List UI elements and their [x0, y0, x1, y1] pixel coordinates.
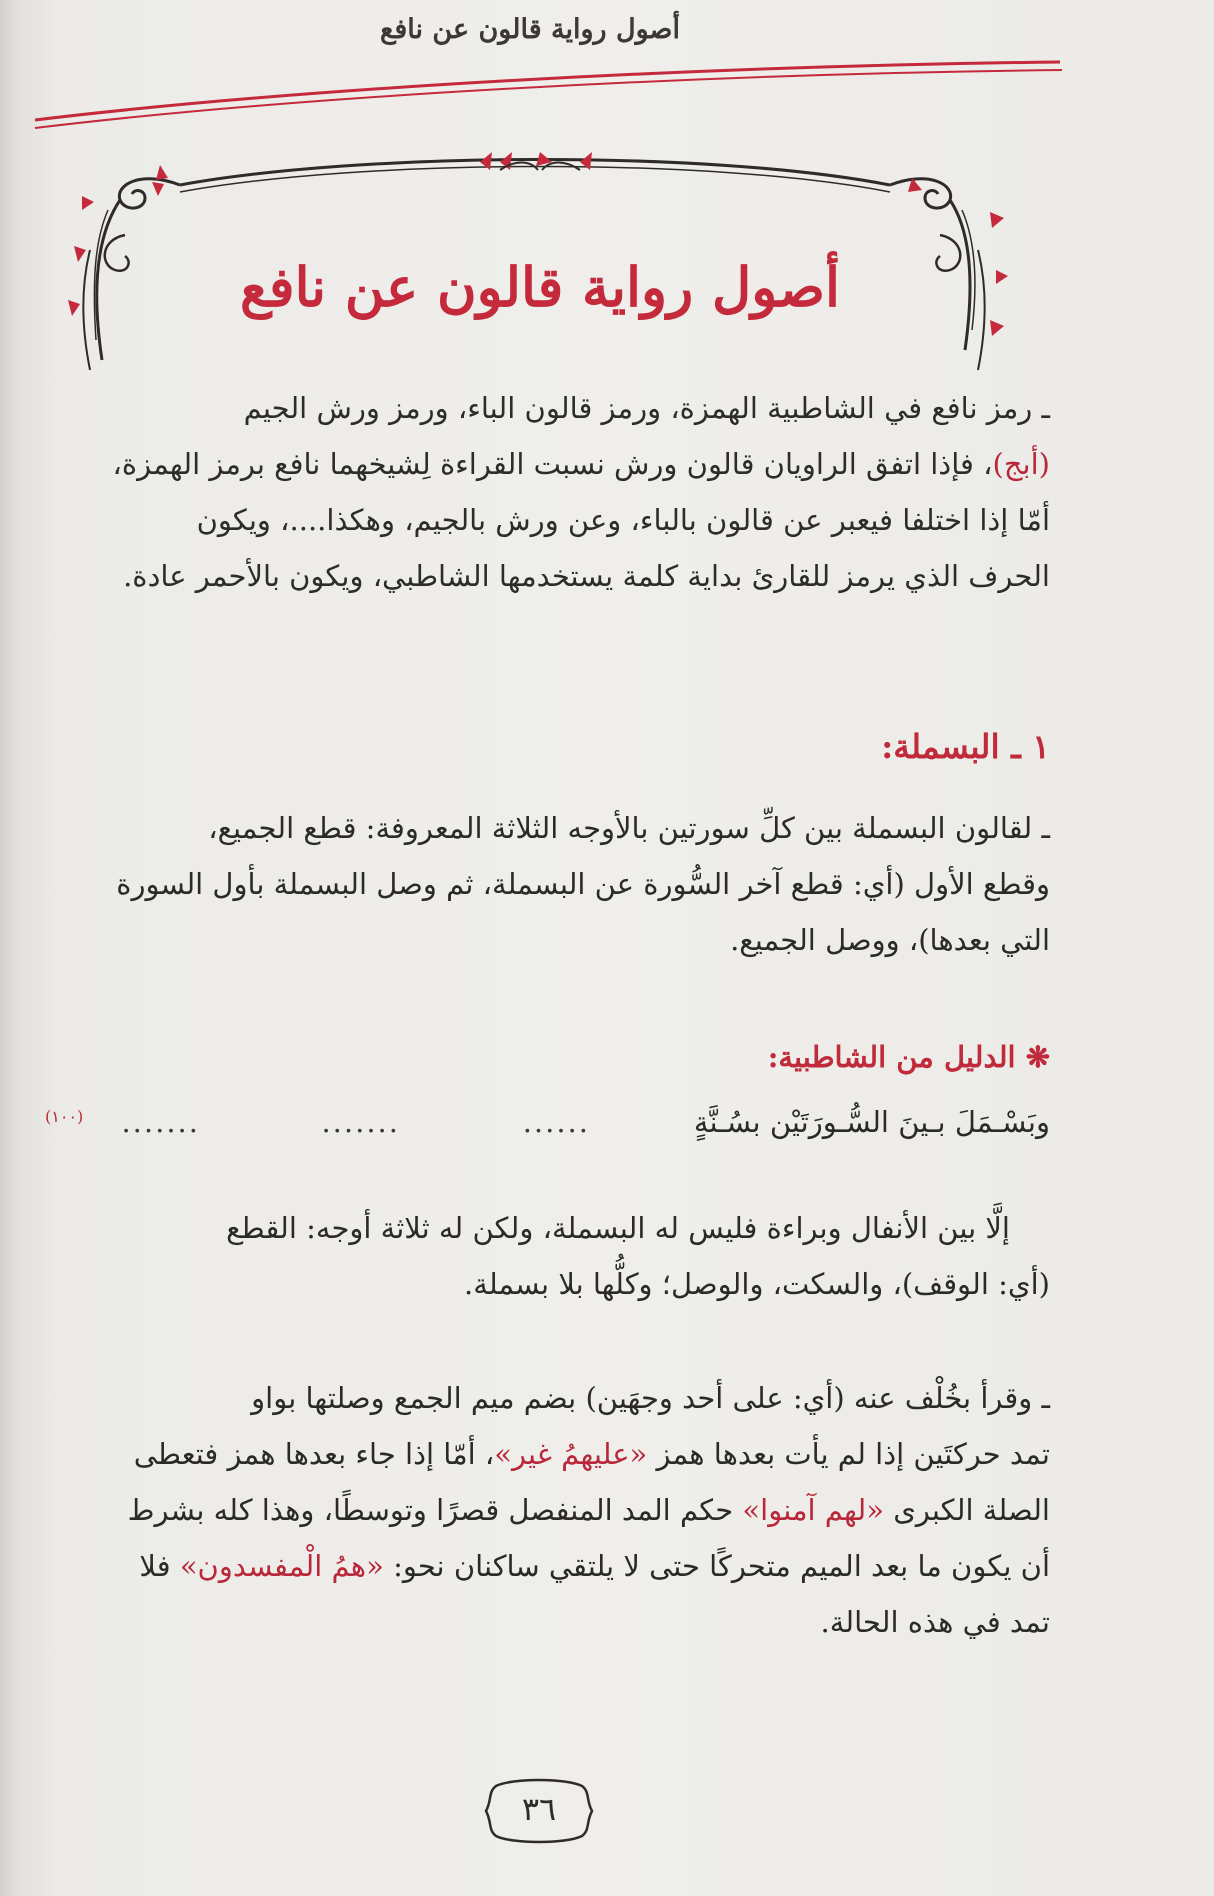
- chapter-title: أصول رواية قالون عن نافع: [240, 255, 840, 319]
- paragraph-line: ـ وقرأ بخُلْف عنه (أي: على أحد وجهَين) بضم ميم الجمع وصلتها بواو: [251, 1381, 1050, 1415]
- header-rule: [0, 58, 1214, 148]
- intro-line: أمّا إذا اختلفا فيعبر عن قالون بالباء، وعن ورش بالجيم، وهكذا....، ويكون: [196, 503, 1050, 537]
- verse-text: وبَسْـمَلَ بـينَ السُّـورَتَيْن بسُـنَّةٍ: [693, 1105, 1050, 1139]
- section-heading-basmala: ١ ـ البسملة:: [881, 727, 1050, 766]
- quran-example: «عليهمُ غير»: [494, 1437, 648, 1471]
- intro-line-rest: ، فإذا اتفق الراويان قالون ورش نسبت القراءة لِشيخهما نافع برمز الهمزة،: [112, 447, 993, 481]
- verse-dots: .......: [321, 1105, 400, 1139]
- intro-paragraph: [60, 380, 1050, 604]
- paragraph-line: ـ لقالون البسملة بين كلِّ سورتين بالأوجه الثلاثة المعروفة: قطع الجميع،: [208, 811, 1050, 845]
- mim-jam-paragraph: [55, 1370, 1050, 1650]
- anfal-paragraph: [60, 1200, 1050, 1312]
- intro-line: الحرف الذي يرمز للقارئ بداية كلمة يستخدمها الشاطبي، ويكون بالأحمر عادة.: [123, 559, 1050, 593]
- intro-line: ـ رمز نافع في الشاطبية الهمزة، ورمز قالون الباء، ورمز ورش الجيم: [243, 391, 1050, 425]
- basmala-paragraph: [60, 800, 1050, 968]
- proof-heading: ❋ الدليل من الشاطبية:: [767, 1040, 1050, 1074]
- intro-line: [60, 436, 1050, 492]
- text-run: حكم المد المنفصل قصرًا وتوسطًا، وهذا كله بشرط: [127, 1493, 734, 1527]
- quran-example: «لهم آمنوا»: [742, 1493, 884, 1527]
- text-run: تمد حركتَين إذا لم يأت بعدها همز: [656, 1437, 1050, 1471]
- text-run: أن يكون ما بعد الميم متحركًا حتى لا يلتقي ساكنان نحو:: [393, 1549, 1050, 1583]
- paragraph-line: [55, 1482, 1050, 1538]
- paragraph-line: [55, 1538, 1050, 1594]
- paragraph-line: وقطع الأول (أي: قطع آخر السُّورة عن البسملة، ثم وصل البسملة بأول السورة: [116, 867, 1050, 901]
- paragraph-line: (أي: الوقف)، والسكت، والوصل؛ وكلُّها بلا بسملة.: [464, 1267, 1050, 1301]
- paragraph-line: التي بعدها)، ووصل الجميع.: [730, 923, 1050, 957]
- text-run: ، أمّا إذا جاء بعدها همز فتعطى: [133, 1437, 495, 1471]
- quran-example: «همُ الْمفسدون»: [179, 1549, 384, 1583]
- running-head: أصول رواية قالون عن نافع: [380, 14, 680, 45]
- text-run: الصلة الكبرى: [893, 1493, 1050, 1527]
- text-run: فلا: [139, 1549, 171, 1583]
- paragraph-line: تمد في هذه الحالة.: [820, 1605, 1050, 1639]
- verse-dots: .......: [121, 1105, 200, 1139]
- symbol-abj: (أبج): [992, 447, 1050, 481]
- verse-number: (١٠٠): [45, 1107, 84, 1126]
- shatibiyya-verse: [45, 1105, 1050, 1165]
- paragraph-line: [55, 1426, 1050, 1482]
- paragraph-line: إلَّا بين الأنفال وبراءة فليس له البسملة، ولكن له ثلاثة أوجه: القطع: [226, 1211, 1010, 1245]
- verse-dots: ......: [522, 1105, 590, 1139]
- page-number: ٣٦: [521, 1790, 557, 1828]
